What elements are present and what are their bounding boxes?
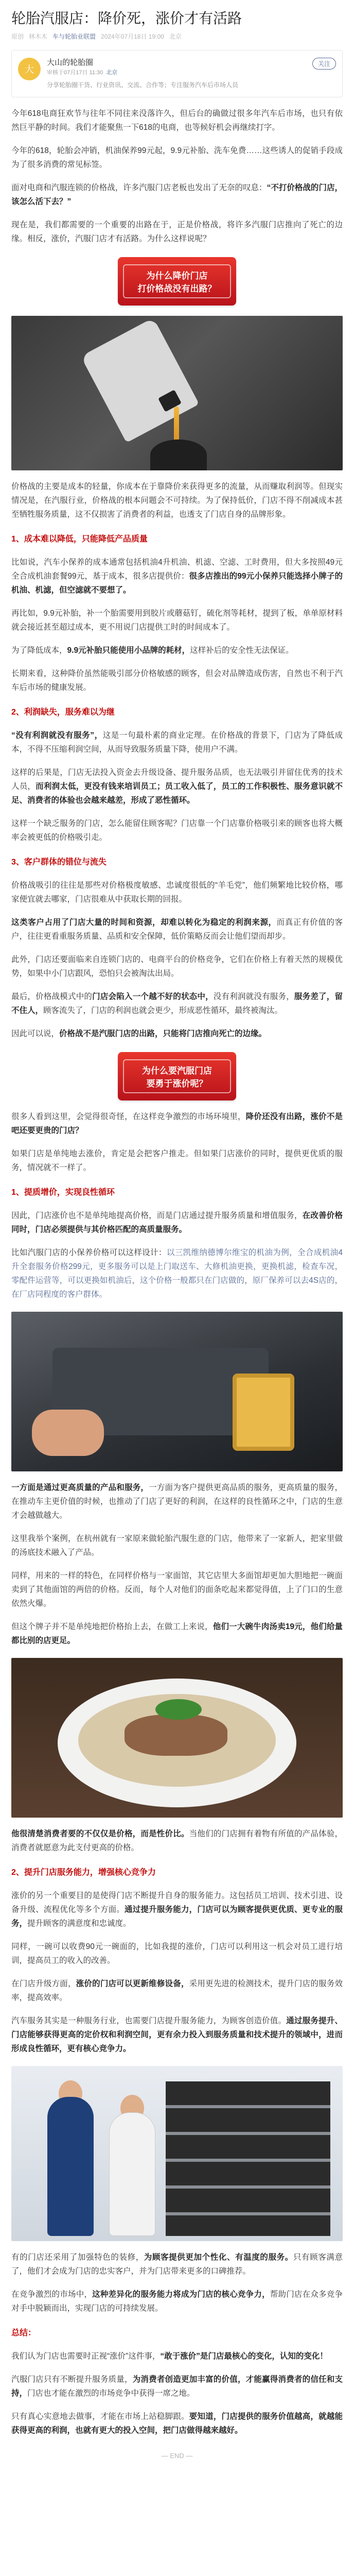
article-end-mark: — END — (161, 2452, 193, 2460)
s1-p3-bold: 9.9元补胎只能使用小品牌的耗材， (67, 646, 190, 655)
s3-p4-post: 顾客流失了，门店的利润也就会更少，形成恶性循环，最终被淘汰。 (43, 1006, 283, 1015)
oil-filter-shape (233, 1374, 294, 1451)
u2-p6-text: 在竞争激烈的市场中， (11, 2290, 93, 2299)
u1-p7-text: 当他们的门店拥有着物有所值的产品体验，消费者就愿意为此支付更高的价格。 (11, 1829, 343, 1852)
u2-p1-bold: 通过提升服务能力，门店可以为顾客提供更优质、更专业的服务， (11, 1905, 343, 1928)
u1-p6-text: 但这个牌子并不是单纯地把价格抬上去，在做工上来说， (11, 1622, 213, 1631)
s1-paragraph-2: 再比如，9.9元补胎，补一个胎需要用到胶片或蘑菇钉，硫化剂等耗材，提到了板，单单原材料就会接近甚至超过成本，更不用说门店提供工时的时间成本了。 (11, 609, 343, 632)
u2-p5-text: 有的门店还采用了加强特色的装修， (11, 2253, 144, 2262)
intro-paragraph-1: 今年618电商狂欢节与往年不同往来没落许久，但后台的确做过很多年汽车后市场，也只有依然巨平静的时间。我们才能聚焦一下618的电商，也等候好机会再继续打字。 (11, 109, 343, 132)
s3-p5-pre: 因此可以说， (11, 1029, 60, 1038)
follow-button[interactable]: 关注 (312, 58, 336, 70)
u1-paragraph-5: 同样，用来的一样的特色，在同样价格与一家面馆，其它店里大多面馆却更加大胆地把一碗面卖到了其他面馆的两倍的价格。反而，每个人对他们的面条吃起来都觉得值，上了门口的生意依然火爆。 (11, 1571, 343, 1608)
sum-p2-bold: 为消费者创造更加丰富的价值，才能赢得消费者的信任和支持， (11, 2375, 343, 2398)
summary-paragraph-1 (11, 2349, 343, 2363)
publish-location: 北京 (169, 33, 182, 40)
photo-oil-pour (11, 316, 343, 470)
banner-text: 为什么降价门店 打价格战没有出路？ (123, 264, 231, 298)
s2-p2-pre: 这样的后果是，门店无法投入资金去升级设备、提升服务品质，也无法吸引并留住优秀的技术人员， (11, 768, 343, 791)
account-name: 大山的轮胎圈 (47, 58, 94, 67)
verified-text: 审核于07月17日 11:30 (47, 70, 103, 76)
summary-paragraph-3 (11, 2410, 343, 2437)
s1-paragraph-4: 长期来看，这种降价虽然能吸引部分价格敏感的顾客，但会对品牌造成伤害，自然也不利于汽车后市场的健康发展。 (11, 669, 343, 692)
u1-p7-bold: 他很清楚消费者要的不仅仅是价格，而是性价比。 (11, 1829, 189, 1838)
u1-p2-pre: 比如汽服门店的小保养价格可以这样设计： (11, 1248, 167, 1257)
s3-p4-bold: 门店会陷入一个越不好的状态中， (92, 992, 214, 1001)
banner-text-2: 为什么要汽服门店 要勇于涨价呢？ (123, 1059, 231, 1093)
s3-p4-mid: 没有利润就没有服务， (213, 992, 294, 1001)
s2-text: 这是一句最朴素的商业定理。在价格战的背景下，门店为了降低成本，不得不压缩利润空间，从而导致服务质量下降，使用户不满。 (11, 731, 343, 754)
up-p1-bold: 降价还没有出路，涨价不是吧还要更贵的门店？ (11, 1112, 343, 1135)
s3-paragraph-3: 此外，门店还要面临来自连锁门店的、电商平台的价格竞争，它们在价格上有着天然的规模优势，如果中小门店跟风，恐怕只会被淘汰出局。 (11, 955, 343, 978)
staff-body-2 (109, 2112, 155, 2236)
section-banner-raise-price (118, 1052, 236, 1100)
s2-p2-bold: 而利润太低，更没有钱来培训员工；员工收入低了，员工的工作积极性、服务意识就不足、消费者的体验也会越来越差，形成了恶性循环。 (11, 782, 343, 805)
intro-paragraph-4: 现在是，我们都需要的一个重要的出路在于，正是价格战，将许多汽服门店推向了死亡的边缘。相反，涨价，汽服门店才有活路。为什么这样说呢？ (11, 221, 343, 243)
u2-p5-post: 只有顾客满意了，他们才会成为门店的忠实客户，并为门店带来更多的口碑推荐。 (11, 2253, 343, 2276)
u1-paragraph-2 (11, 1246, 343, 1301)
s2-bold: “没有利润就没有服务”， (11, 731, 103, 740)
s2-paragraph-2 (11, 766, 343, 807)
publish-date: 2024年07月18日 19:00 (101, 33, 164, 40)
oil-bottle-shape (81, 318, 199, 443)
original-tag: 原创 (11, 33, 24, 40)
account-desc: 分享轮胎圈干货、行业资讯、交流、合作等；专注服务汽车后市场人员 (47, 81, 239, 89)
section-banner-price-war (118, 257, 236, 306)
u1-p1-pre: 因此，门店涨价也不是单纯地提高价格，而是门店通过提升服务质量和增值服务， (11, 1211, 303, 1220)
photo-beef-soup (11, 1658, 343, 1818)
u2-p3-bold: 涨价的门店可以更新维修设备， (76, 1979, 189, 1988)
u2-p1-text: 涨价的另一个重要目的是使得门店不断提升自身的服务能力。这包括员工培训、技术引进、设备升级、流程优化等多个方面。 (11, 1891, 343, 1914)
u1-p1-bold: 在改善价格同时，门店必须提供与其价格匹配的高质量服务。 (11, 1211, 343, 1234)
u1-p3-bold: 一方面是通过更高质量的产品和服务， (11, 1483, 149, 1492)
summary-paragraph-2 (11, 2372, 343, 2400)
s3-paragraph-1: 价格战吸引的往往是那些对价格极度敏感、忠诚度很低的“羊毛党”，他们频繁地比较价格，哪家便宜就去哪家，门店很难从中获取长期的回报。 (11, 881, 343, 904)
account-verified (47, 68, 306, 77)
account-location: 北京 (106, 70, 118, 76)
u1-p2-blue: 以三凯维纳德博尔维宝的机油为例，全合成机油4升全套服务价格299元，更多服务可以是上门取送车、大修机油更换，更换机滤，检查车况，零配件运营等，可以更换如机油后，这个价格一般都只在门店做的，原厂保养可以去4S店的，在厂店同程度的客户群体。 (11, 1248, 343, 1299)
u2-p5-bold: 为顾客提供更加个性化、有温度的服务。 (144, 2253, 293, 2262)
u2-paragraph-6 (11, 2287, 343, 2315)
intro-paragraph-2: 今年的618，轮胎会冲销，机油保养99元起，9.9元补胎、洗车免费……这些诱人的促销手段成为了很多消费的常见标签。 (11, 146, 343, 169)
summary-heading: 总结： (11, 2329, 37, 2337)
s3-p2-text: 而真正有价值的客户，往往更看重服务质量、品质和安全保障，低价策略反而会让他们望而却步。 (11, 918, 343, 941)
up-p1-pre: 很多人看到这里，会觉得很奇怪，在这样竞争激烈的市场环境里， (11, 1112, 246, 1121)
account-card[interactable] (11, 50, 343, 97)
staff-body-1 (47, 2097, 94, 2236)
s2-paragraph-1 (11, 728, 343, 756)
s3-paragraph-2 (11, 916, 343, 943)
tire-rack-shape (166, 2081, 330, 2236)
u1-paragraph-6 (11, 1620, 343, 1648)
s1-p3-pre: 为了降低成本， (11, 646, 67, 655)
intro-paragraph-3 (11, 181, 343, 209)
section-heading-u1: 1、提质增价，实现良性循环 (11, 1188, 115, 1197)
u1-paragraph-1 (11, 1209, 343, 1236)
u1-paragraph-7 (11, 1827, 343, 1855)
u2-p3-post: 采用更先进的检测技术，提升门店的服务效率，提高效率。 (11, 1979, 343, 2002)
s3-p4-bold2: 服务差了，留不住人， (11, 992, 343, 1015)
section-heading-u2: 2、提升门店服务能力，增强核心竞争力 (11, 1868, 156, 1877)
intro-text: 面对电商和汽服连锁的价格战，许多汽服门店老板也发出了无奈的叹息： (11, 183, 267, 192)
u2-paragraph-5 (11, 2250, 343, 2278)
u2-paragraph-1 (11, 1889, 343, 1930)
s2-paragraph-3: 这样一个缺乏服务的门店，怎么能留住顾客呢？门店靠一个门店靠价格吸引来的顾客也将大概率会被更低的价格吸引走。 (11, 819, 343, 842)
s3-p2-bold: 这类客户占用了门店大量的时间和资源，却难以转化为稳定的利润来源， (11, 918, 277, 927)
photo-tire-shop-staff (11, 2066, 343, 2241)
avatar: 大 (18, 58, 41, 80)
s3-p4-pre: 最后，价格战模式中的 (11, 992, 93, 1001)
u2-p1-post: 提升顾客的满意度和忠诚度。 (27, 1919, 131, 1928)
u2-paragraph-3 (11, 1977, 343, 2005)
account-link[interactable]: 车与轮胎业联盟 (52, 33, 96, 40)
sum-p3-pre: 只有真心实意地去做事，才能在市场上站稳脚跟。 (11, 2412, 189, 2421)
photo-engine-filter (11, 1312, 343, 1471)
s1-text: 比如说，汽车小保养的成本通常包括机油4升机油、机滤、空滤、工时费用，但大多按照49元全合成机油套餐99元，基于成本，很多店提供价： (11, 558, 343, 581)
s1-bold: 很多店推出的99元小保养只能选择小牌子的机油、机滤，但空滤就不要想了。 (11, 572, 343, 595)
u1-paragraph-3 (11, 1481, 343, 1522)
sum-p1-bold: “敢于涨价”是门店最核心的变化，认知的变化！ (160, 2352, 328, 2361)
up-paragraph-2: 如果门店是单纯地去涨价，肯定是会把客户推走。但如果门店涨价的同时，提供更优质的服务，情况就不一样了。 (11, 1149, 343, 1172)
sum-p2-pre: 汽服门店只有不断提升服务质量， (11, 2375, 133, 2384)
sum-p1-pre: 我们认为门店也需要时正视“涨价”这件事， (11, 2352, 161, 2361)
meat-shape (125, 1715, 227, 1756)
why-paragraph-1: 价格战的主要是成本的轻量，你成本在于靠降价来获得更多的流量，从而赚取利润等。但现实情况是，在汽服行业，价格战的根本问题会不可持续。为了保持低价，门店不得不削减成本甚至牺牲服务质量，这不仅损害了消费者的利益，也透支了门店自身的品牌形象。 (11, 482, 343, 519)
sum-p2-post: 门店也才能在激烈的市场竞争中获得一席之地。 (27, 2389, 195, 2398)
u1-paragraph-4: 这里我举个案例，在杭州就有一家原来做轮胎汽服生意的门店，他带来了一家新人，把家里做的汤底技术融入了产品。 (11, 1534, 343, 1557)
u2-p6-post: 帮助门店在众多竞争对手中脱颖而出，实现门店的可持续发展。 (11, 2290, 343, 2313)
s1-p3-post: 这样补后的安全性无法保证。 (190, 646, 294, 655)
account-info (47, 58, 306, 90)
u2-p4-bold: 通过服务提升、门店能够获得更高的定价权和利润空间，更有余力投入到服务质量和技术提升的领域中，进而形成良性循环，更有核心竞争力。 (11, 2016, 343, 2053)
u2-p4-pre: 汽车服务其实是一种服务行业，也需要门店提升服务能力，为顾客创造价值。 (11, 2016, 287, 2025)
up-paragraph-1 (11, 1110, 343, 1138)
herb-shape (155, 1699, 202, 1720)
u2-paragraph-4 (11, 2014, 343, 2056)
u1-p3-text: 一方面为客户提供更高品质的服务，更高质量的服务，在推动车主更价值的时候，也推动了门店了更好的利润，在这样的良性循环之中，门店的生意才会越做越大。 (11, 1483, 343, 1520)
intro-quote: “不打价格战的门店，该怎么活下去？” (11, 183, 343, 206)
u2-paragraph-2: 同样，一碗可以收费90元一碗面的，比如我提的涨价，门店可以利用这一机会对员工进行培训，提高员工的收入的改善。 (11, 1942, 343, 1965)
section-heading-1: 1、成本难以降低，只能降低产品质量 (11, 535, 148, 544)
article-meta (11, 32, 343, 41)
u2-p6-bold: 这种差异化的服务能力将成为门店的核心竞争力， (92, 2290, 270, 2299)
s3-paragraph-4 (11, 990, 343, 1018)
author-name: 林木木 (29, 33, 48, 40)
article-title: 轮胎汽服店：降价死，涨价才有活路 (11, 10, 242, 26)
s1-paragraph-1 (11, 555, 343, 597)
section-heading-3: 3、客户群体的错位与流失 (11, 858, 107, 867)
u2-p3-pre: 在门店升级方面， (11, 1979, 76, 1988)
sum-p3-bold: 要知道，门店提供的服务价值越高，就越能获得更高的利润，也就有更大的投入空间，把门店做得越来越好。 (11, 2412, 343, 2435)
s3-p5-bold: 价格战不是汽服门店的出路，只能将门店推向死亡的边缘。 (59, 1029, 267, 1038)
u1-p6-bold: 他们一大碗牛肉汤卖19元，他们给量都比别的店更足。 (11, 1622, 343, 1645)
engine-funnel-shape (150, 439, 207, 470)
s1-paragraph-3 (11, 643, 343, 657)
mechanic-hand-shape (32, 1410, 104, 1456)
section-heading-2: 2、利润缺失，服务难以为继 (11, 708, 115, 717)
s3-paragraph-5 (11, 1027, 343, 1041)
